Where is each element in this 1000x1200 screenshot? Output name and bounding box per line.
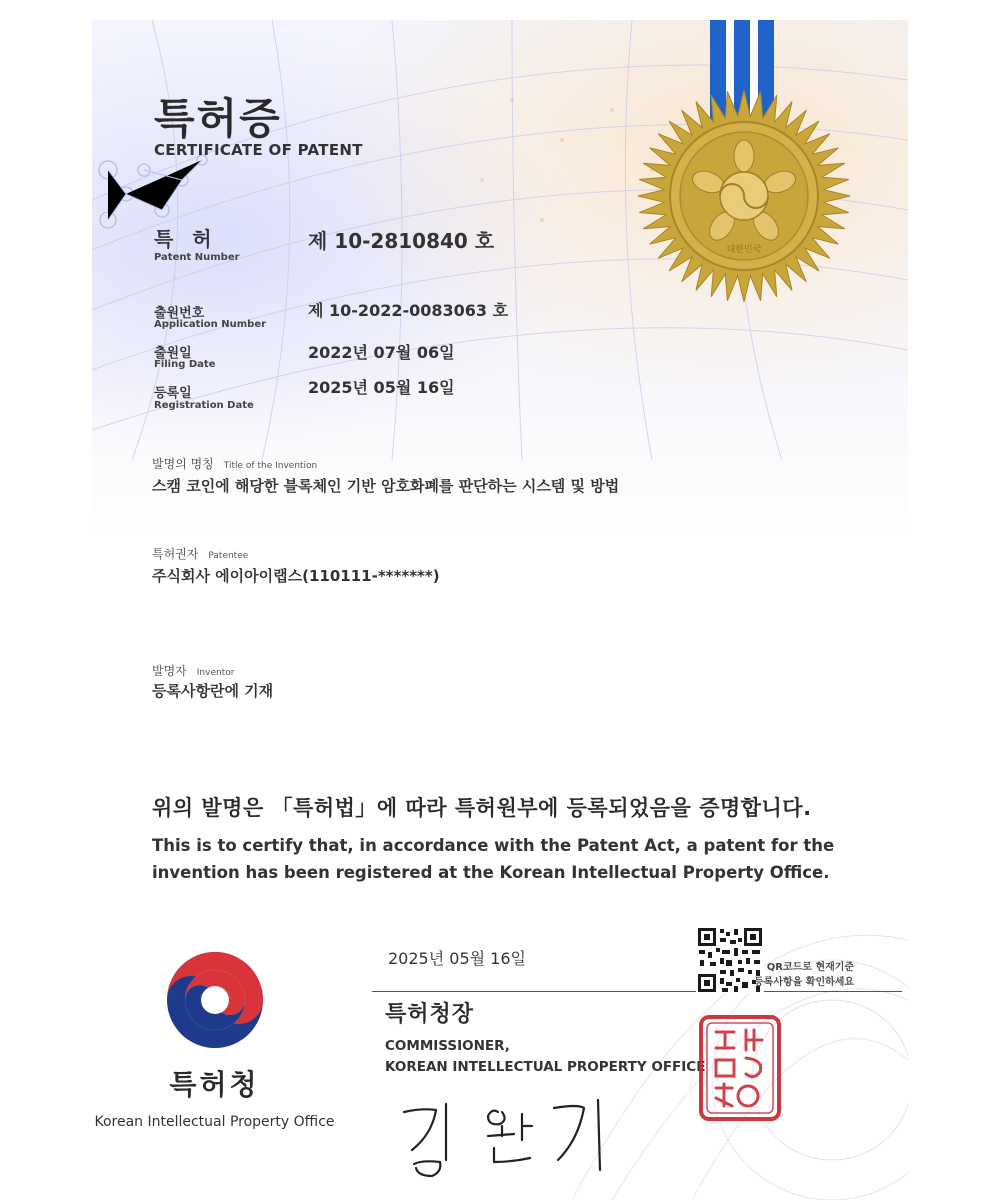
certification-en: This is to certify that, in accordance with the Patent Act, a patent for the invention has been registered at the Korean Intellectual Property Office. [152,836,835,882]
inventor-label: 발명자 [152,664,187,678]
application-number-label-en: Application Number [154,319,267,330]
registration-date-label: 등록일 [154,386,192,401]
invention-title-label: 발명의 명칭 [152,457,214,471]
qr-note: QR코드로 현재기준 등록사항을 확인하세요 [754,962,855,988]
patentee-label-row [152,543,248,562]
inventor-label-en: Inventor [196,668,235,678]
document-title: 특허증 [154,94,282,143]
invention-title-label-en: Title of the Invention [223,461,318,471]
application-number-label: 출원번호 [154,306,205,321]
inventor-label-row [152,660,234,679]
filing-date-label: 출원일 [154,346,192,361]
seal-text: 대한민국 [726,245,762,255]
patent-number-label: 특 허 [154,227,218,251]
kipo-name-ko: 특허청 [169,1068,260,1101]
patent-number-label-en: Patent Number [154,252,240,263]
handwritten-signature [392,1090,632,1180]
invention-title-label-row [152,453,317,472]
registration-date-value: 2025년 05월 16일 [308,378,455,397]
issuer-divider [372,991,902,992]
issue-date: 2025년 05월 16일 [388,949,526,968]
application-number-value: 제 10-2022-0083063 호 [308,301,509,320]
official-red-stamp [698,1014,782,1122]
gold-seal-icon [634,86,854,306]
commissioner-title-en: COMMISSIONER, KOREAN INTELLECTUAL PROPERTY OFFICE [385,1038,706,1075]
document-title-en: CERTIFICATE OF PATENT [154,141,363,159]
invention-title-value: 스캠 코인에 해당한 블록체인 기반 암호화폐를 판단하는 시스템 및 방법 [152,477,620,495]
certification-ko: 위의 발명은 「특허법」에 따라 특허원부에 등록되었음을 증명합니다. [152,796,812,820]
inventor-value: 등록사항란에 기재 [152,682,274,700]
kipo-taegeuk-logo-icon [160,945,270,1055]
registration-date-label-en: Registration Date [154,400,254,411]
patentee-label-en: Patentee [208,551,249,561]
certificate-page [92,20,908,1200]
kipo-name-en: Korean Intellectual Property Office [94,1114,335,1130]
filing-date-value: 2022년 07월 06일 [308,343,455,362]
patent-number-value: 제 10-2810840 호 [308,229,495,253]
patentee-value: 주식회사 에이아이랩스(110111-*******) [152,567,440,585]
patentee-label: 특허권자 [152,547,199,561]
filing-date-label-en: Filing Date [154,359,216,370]
commissioner-title-ko: 특허청장 [385,1002,475,1027]
